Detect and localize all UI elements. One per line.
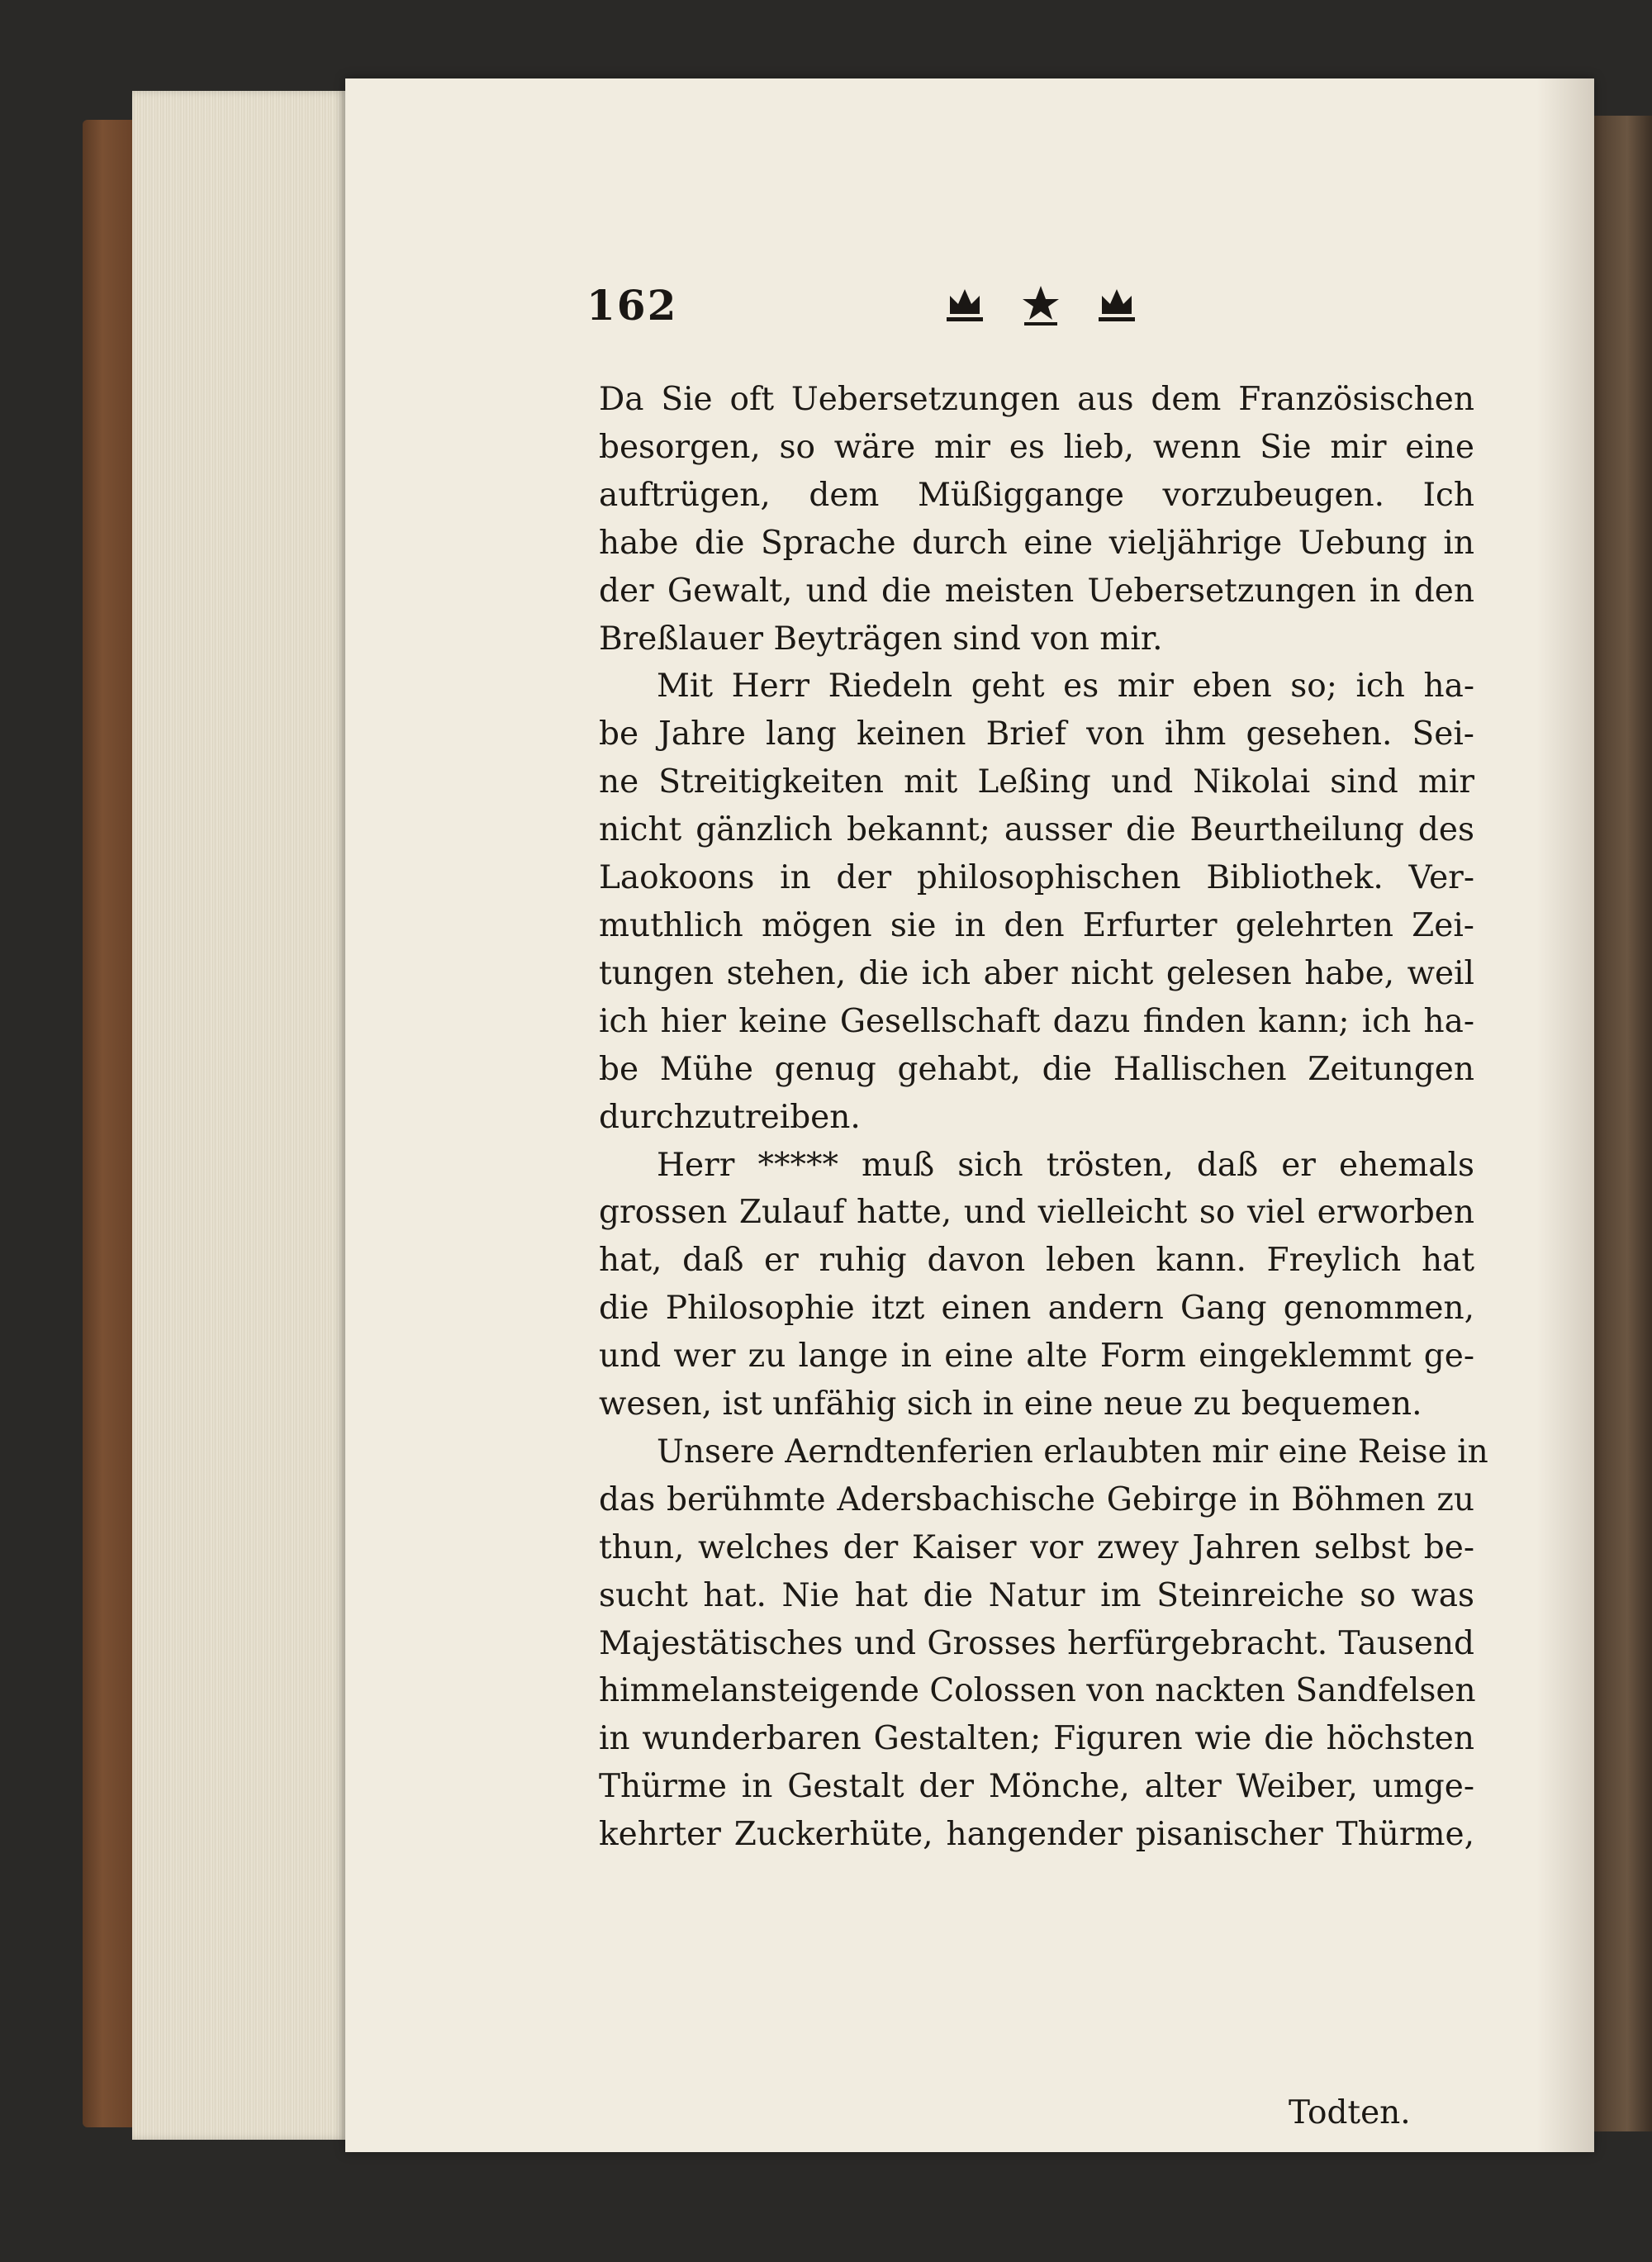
- page-stack-edge: [132, 91, 347, 2140]
- text-line: Majestätisches und Grosses herfürgebracht. Tausend: [599, 1624, 1474, 1662]
- text-line: Unsere Aerndtenferien erlaubten mir eine Reise in: [657, 1433, 1488, 1471]
- text-line: Laokoons in der philosophischen Bibliothek. Ver-: [599, 859, 1474, 897]
- text-line: kehrter Zuckerhüte, hangender pisanischer Thürme,: [599, 1816, 1474, 1854]
- text-line: sucht hat. Nie hat die Natur im Steinreiche so was: [599, 1576, 1474, 1614]
- text-line: die Philosophie itzt einen andern Gang genommen,: [599, 1290, 1474, 1328]
- catchword: Todten.: [1289, 2094, 1411, 2131]
- book-spine-edge: [83, 120, 132, 2127]
- text-line: Breßlauer Beyträgen sind von mir.: [599, 620, 1163, 658]
- text-line: auftrügen, dem Müßiggange vorzubeugen. Ich: [599, 476, 1474, 514]
- text-line: be Mühe genug gehabt, die Hallischen Zeitungen: [599, 1050, 1474, 1088]
- text-line: habe die Sprache durch eine vieljährige Uebung in: [599, 524, 1474, 562]
- book-cover-right: [1590, 116, 1652, 2131]
- text-line: und wer zu lange in eine alte Form eingeklemmt ge-: [599, 1338, 1474, 1376]
- text-line: das berühmte Adersbachische Gebirge in Böhmen zu: [599, 1480, 1474, 1518]
- text-line: in wunderbaren Gestalten; Figuren wie die höchsten: [599, 1720, 1474, 1758]
- page-number: 162: [586, 281, 678, 330]
- text-line: muthlich mögen sie in den Erfurter gelehrten Zei-: [599, 906, 1474, 944]
- text-line: thun, welches der Kaiser vor zwey Jahren selbst be-: [599, 1528, 1474, 1566]
- text-line: wesen, ist unfähig sich in eine neue zu bequemen.: [599, 1385, 1422, 1423]
- text-line: ich hier keine Gesellschaft dazu finden kann; ich ha-: [599, 1002, 1474, 1040]
- text-line: himmelansteigende Colossen von nackten Sandfelsen: [599, 1672, 1476, 1710]
- paragraph-2: [599, 663, 1474, 1141]
- text-line: nicht gänzlich bekannt; ausser die Beurtheilung des: [599, 811, 1474, 849]
- text-line: Thürme in Gestalt der Mönche, alter Weiber, umge-: [599, 1768, 1474, 1806]
- page-gutter-shadow: [1536, 78, 1594, 2152]
- text-line: tungen stehen, die ich aber nicht gelesen habe, weil: [599, 954, 1474, 992]
- text-line: besorgen, so wäre mir es lieb, wenn Sie mir eine: [599, 428, 1474, 466]
- text-line: be Jahre lang keinen Brief von ihm gesehen. Sei-: [599, 715, 1474, 753]
- text-line: Mit Herr Riedeln geht es mir eben so; ich ha-: [657, 668, 1474, 706]
- text-line: hat, daß er ruhig davon leben kann. Freylich hat: [599, 1242, 1474, 1280]
- paragraph-1: [599, 376, 1474, 663]
- text-line: Herr ***** muß sich trösten, daß er ehemals: [657, 1146, 1474, 1184]
- paragraph-3: [599, 1142, 1474, 1428]
- text-line: durchzutreiben.: [599, 1098, 861, 1136]
- page-header: [586, 281, 1495, 339]
- crown-and-star-ornament-icon: [917, 281, 1165, 330]
- text-line: grossen Zulauf hatte, und vielleicht so viel erworben: [599, 1194, 1474, 1232]
- text-line: der Gewalt, und die meisten Uebersetzungen in den: [599, 572, 1474, 610]
- text-line: ne Streitigkeiten mit Leßing und Nikolai sind mir: [599, 763, 1474, 801]
- body-text: [599, 376, 1488, 1859]
- text-line: Da Sie oft Uebersetzungen aus dem Französischen: [599, 381, 1474, 418]
- paragraph-4: [599, 1428, 1488, 1859]
